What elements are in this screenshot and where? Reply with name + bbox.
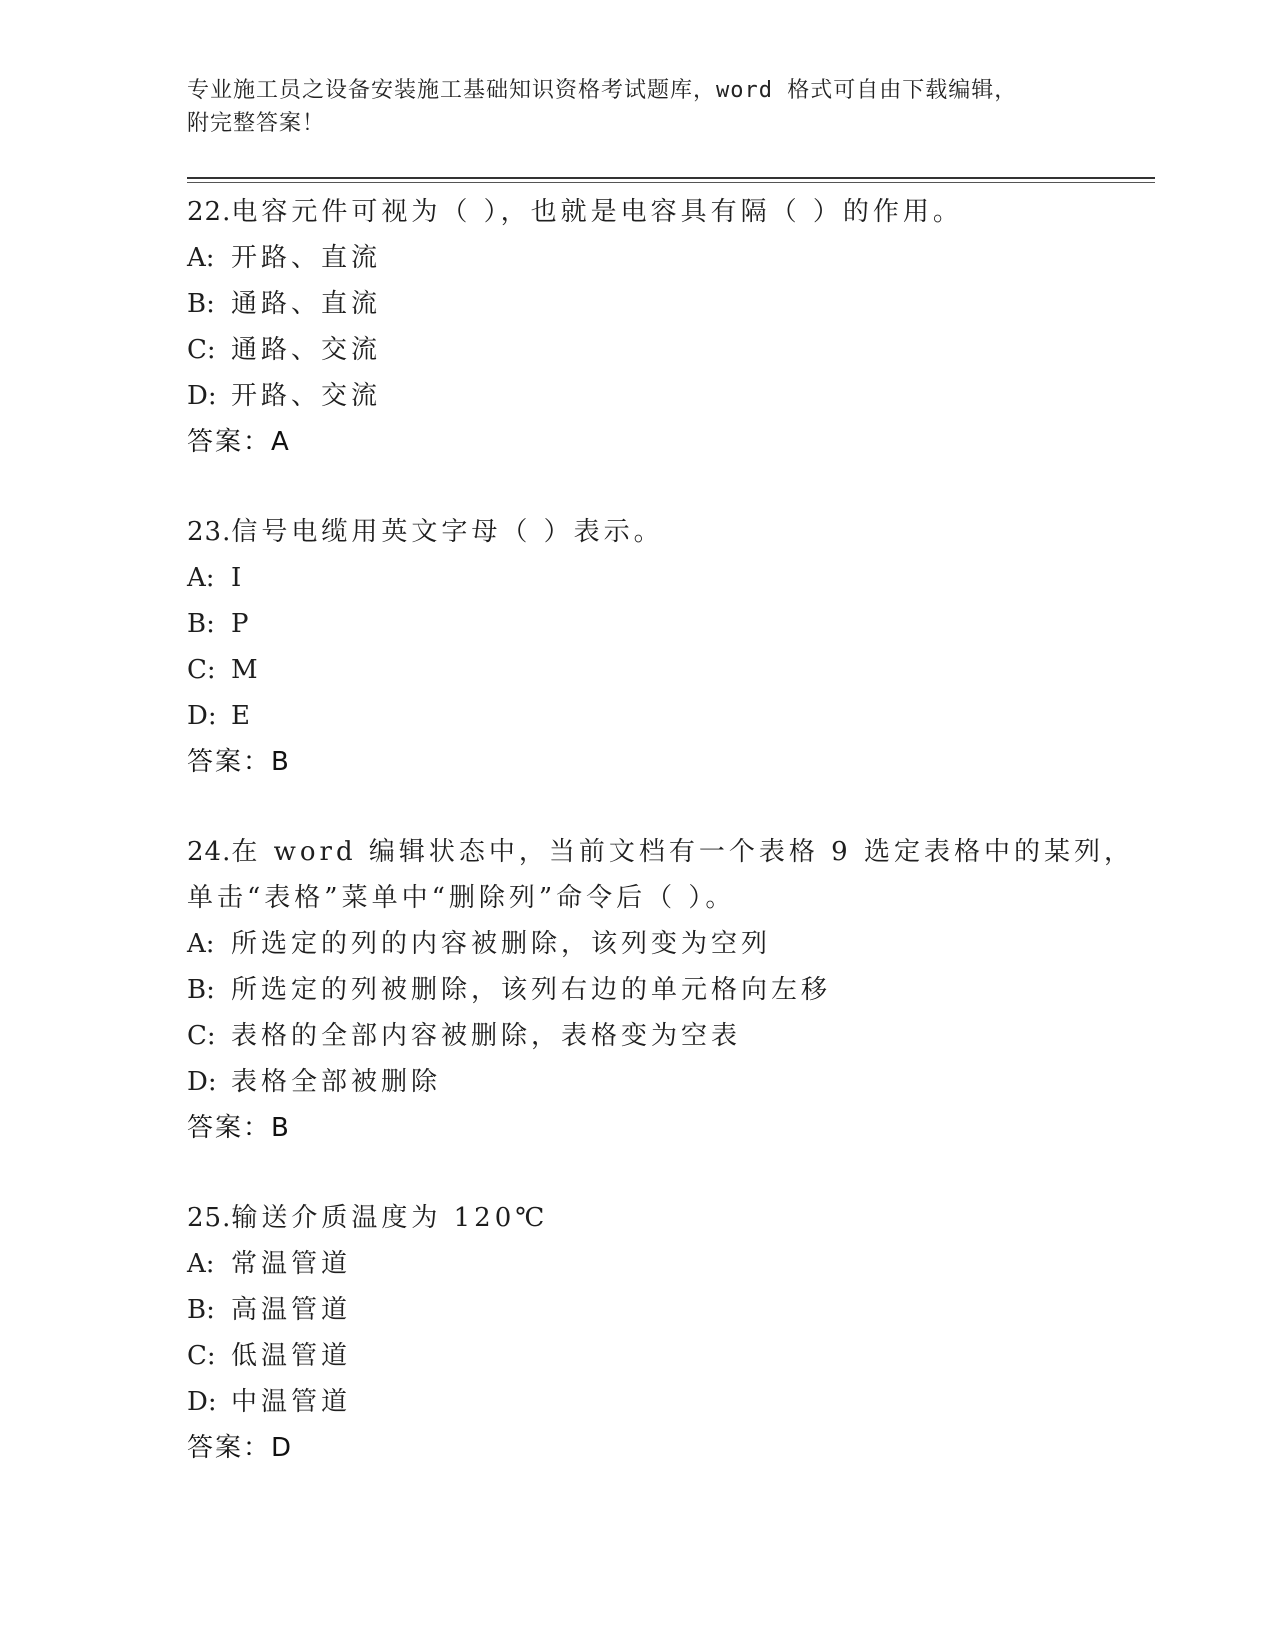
option-key: C: [187, 1341, 216, 1371]
question-text: 在 word 编辑状态中，当前文档有一个表格 9 选定表格中的某列， [231, 837, 1134, 867]
option-d [187, 1379, 1147, 1425]
header-line-2: 附完整答案！ [187, 111, 326, 136]
answer-line: 答案：D [187, 1433, 294, 1463]
option-text: 所选定的列被删除，该列右边的单元格向左移 [231, 975, 832, 1005]
document-header [187, 74, 1087, 140]
option-b [187, 281, 1147, 327]
option-text: 所选定的列的内容被删除，该列变为空列 [231, 929, 772, 959]
option-key: B: [187, 289, 215, 319]
question-text: 信号电缆用英文字母（ ）表示。 [231, 517, 664, 547]
option-b [187, 1287, 1147, 1333]
option-key: D: [187, 381, 217, 411]
option-c [187, 1333, 1147, 1379]
option-text: 开路、直流 [231, 243, 382, 273]
question-23 [187, 509, 1147, 785]
option-key: B: [187, 609, 215, 639]
option-key: A: [187, 929, 215, 959]
question-list [187, 189, 1147, 1515]
answer-line: 答案：B [187, 747, 291, 777]
option-c [187, 647, 1147, 693]
option-a [187, 921, 1147, 967]
question-stem [187, 509, 1147, 555]
option-text: P [231, 609, 253, 639]
question-number: 24. [187, 837, 232, 867]
option-a [187, 1241, 1147, 1287]
question-number: 22. [187, 197, 232, 227]
answer-line: 答案：B [187, 1113, 291, 1143]
option-key: A: [187, 243, 215, 273]
option-key: B: [187, 975, 215, 1005]
question-text: 电容元件可视为（ ），也就是电容具有隔（ ）的作用。 [231, 197, 963, 227]
question-24 [187, 829, 1147, 1151]
option-b [187, 967, 1147, 1013]
option-b [187, 601, 1147, 647]
option-text: E [231, 701, 254, 731]
option-a [187, 555, 1147, 601]
option-text: 表格的全部内容被删除，表格变为空表 [231, 1021, 742, 1051]
option-text: M [231, 655, 262, 685]
option-c [187, 327, 1147, 373]
question-text: 输送介质温度为 120℃ [231, 1203, 549, 1233]
option-text: 通路、直流 [231, 289, 382, 319]
option-text: I [231, 563, 246, 593]
question-25 [187, 1195, 1147, 1471]
question-stem [187, 189, 1147, 235]
option-key: D: [187, 1387, 217, 1417]
option-a [187, 235, 1147, 281]
option-d [187, 693, 1147, 739]
option-key: A: [187, 563, 215, 593]
header-divider-thin [187, 182, 1155, 183]
question-number: 23. [187, 517, 232, 547]
question-stem [187, 829, 1147, 875]
header-line-1: 专业施工员之设备安装施工基础知识资格考试题库，word 格式可自由下载编辑， [187, 78, 1018, 103]
option-c [187, 1013, 1147, 1059]
answer-line: 答案：A [187, 427, 291, 457]
option-key: C: [187, 655, 216, 685]
option-text: 高温管道 [231, 1295, 352, 1325]
option-text: 表格全部被删除 [231, 1067, 442, 1097]
question-stem [187, 1195, 1147, 1241]
question-22 [187, 189, 1147, 465]
option-d [187, 373, 1147, 419]
option-key: D: [187, 1067, 217, 1097]
option-text: 低温管道 [231, 1341, 352, 1371]
option-d [187, 1059, 1147, 1105]
option-key: D: [187, 701, 217, 731]
header-divider-thick [187, 177, 1155, 179]
option-text: 中温管道 [231, 1387, 352, 1417]
option-key: C: [187, 1021, 216, 1051]
option-key: B: [187, 1295, 215, 1325]
option-text: 通路、交流 [231, 335, 382, 365]
option-key: A: [187, 1249, 215, 1279]
question-stem-continued: 单击“表格”菜单中“删除列”命令后（ ）。 [187, 883, 736, 913]
option-text: 常温管道 [231, 1249, 352, 1279]
option-key: C: [187, 335, 216, 365]
question-number: 25. [187, 1203, 232, 1233]
option-text: 开路、交流 [231, 381, 382, 411]
